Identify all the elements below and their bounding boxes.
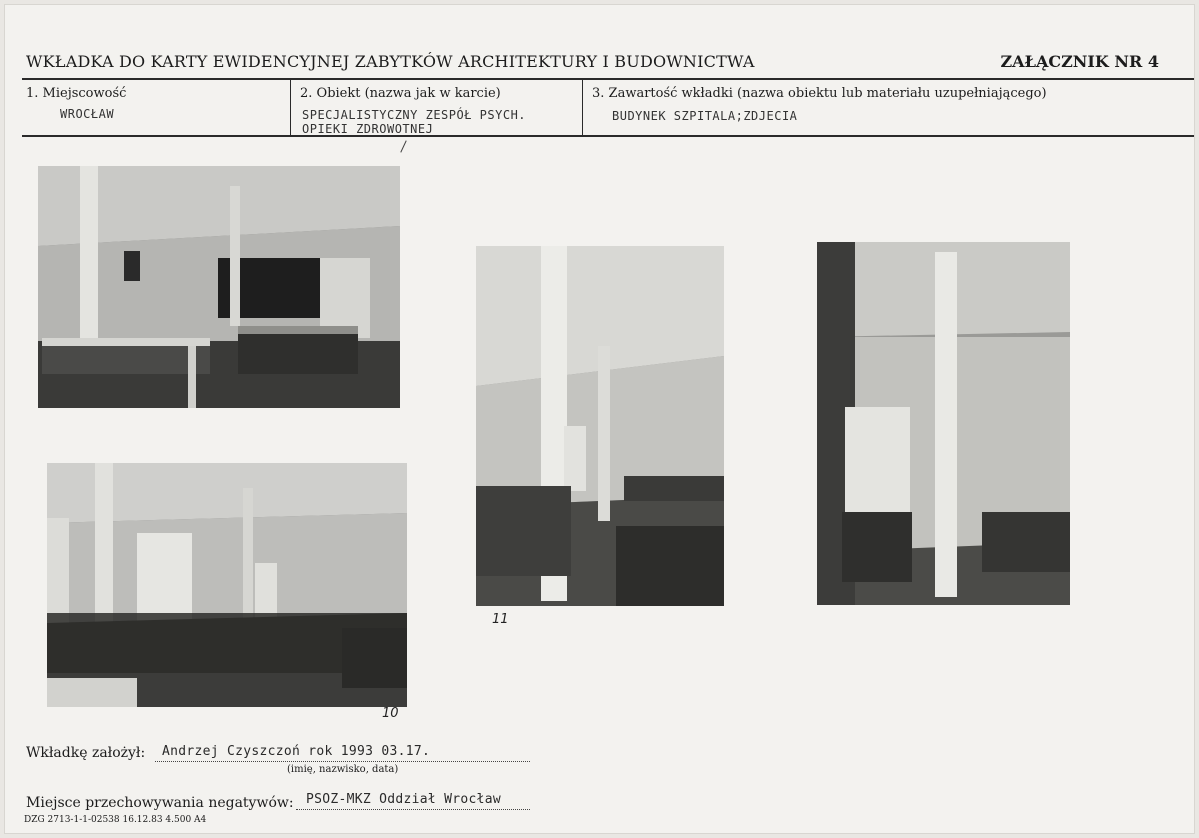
negatives-label: Miejsce przechowywania negatywów: [26,795,294,811]
field-divider-1 [290,80,291,135]
photo-number-10: 10 [382,706,399,721]
photo-number-11: 11 [492,612,509,627]
author-value: Andrzej Czyszczoń rok 1993 03.17. [162,744,431,759]
object-label: 2. Obiekt (nazwa jak w karcie) [300,86,501,101]
object-value-line1: SPECJALISTYCZNY ZESPÓŁ PSYCH. [302,108,527,122]
print-code: DZG 2713-1-1-02538 16.12.83 4.500 A4 [24,815,207,825]
photo-column-hall [476,246,724,606]
photo-hall-windows [47,463,407,707]
photo-hall-door [817,242,1070,605]
document-title: WKŁADKA DO KARTY EWIDENCYJNEJ ZABYTKÓW ARCHITEKTURY I BUDOWNICTWA [26,52,755,71]
contents-value: BUDYNEK SZPITALA;ZDJECIA [612,109,798,123]
author-dotted-line [155,760,530,762]
object-value-line2: OPIEKI ZDROWOTNEJ [302,122,434,136]
locality-value: WROCŁAW [60,107,115,121]
field-divider-2 [582,80,583,135]
header-rule-top [22,78,1194,80]
annex-number: ZAŁĄCZNIK NR 4 [1000,52,1159,71]
header-rule-bottom [22,135,1194,137]
contents-label: 3. Zawartość wkładki (nazwa obiektu lub materiału uzupełniającego) [592,86,1047,101]
author-hint: (imię, nazwisko, data) [287,764,399,775]
author-label: Wkładkę założył: [26,745,146,761]
locality-label: 1. Miejscowość [26,86,127,101]
negatives-dotted-line [296,808,530,810]
photo-hall-tables-curtain [38,166,400,408]
negatives-value: PSOZ-MKZ Oddział Wrocław [306,792,502,807]
